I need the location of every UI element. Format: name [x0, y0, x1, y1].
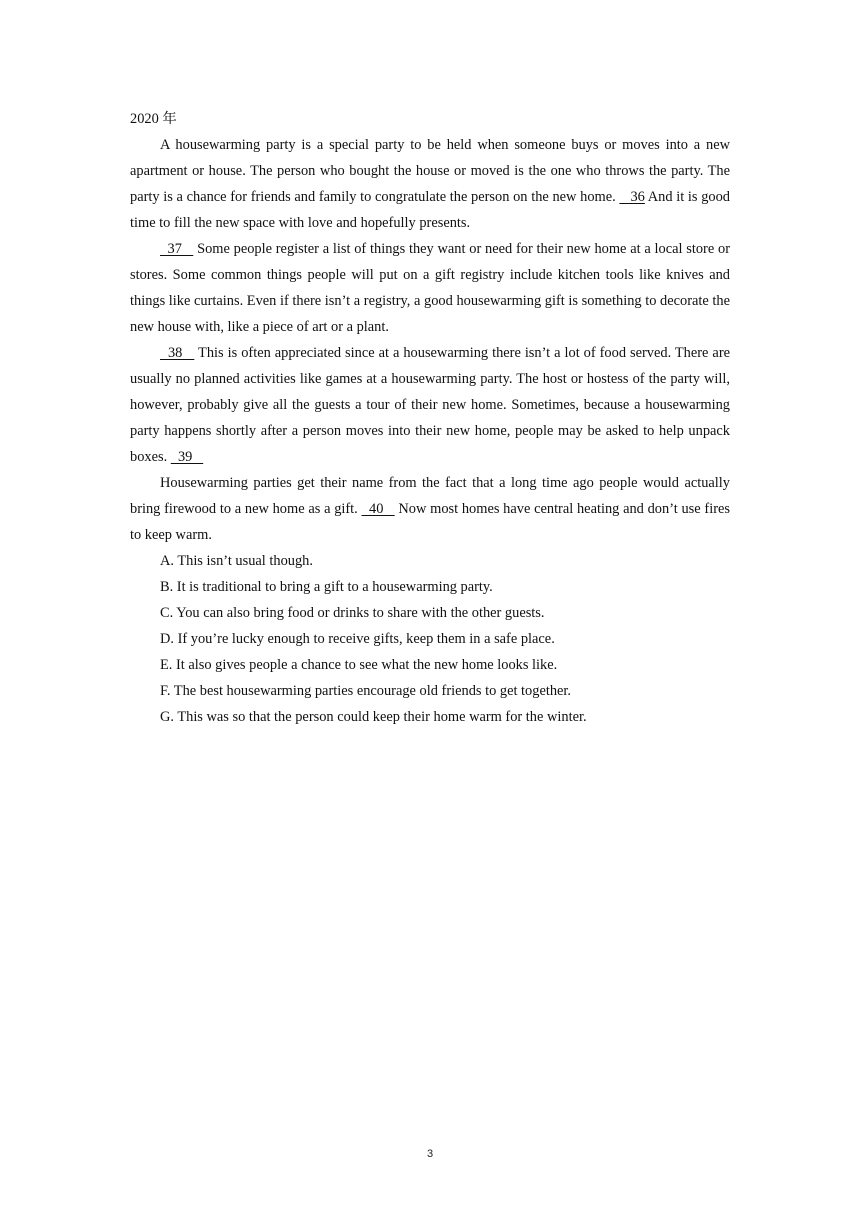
document-page: [130, 106, 730, 730]
blank-40: 40: [361, 501, 395, 517]
option-c: C. You can also bring food or drinks to share with the other guests.: [160, 605, 545, 621]
blank-38: 38: [160, 345, 195, 361]
option-b: B. It is traditional to bring a gift to a housewarming party.: [160, 579, 493, 595]
paragraph-1-text-after: And it is good time to fill the new space with love and hopefully presents.: [130, 189, 730, 231]
year-heading: 2020 年: [130, 111, 177, 127]
option-g: G. This was so that the person could keep their home warm for the winter.: [160, 709, 587, 725]
paragraph-3: [130, 340, 730, 470]
answer-options: [130, 548, 730, 730]
option-f: F. The best housewarming parties encourage old friends to get together.: [160, 683, 572, 699]
option-e: E. It also gives people a chance to see what the new home looks like.: [160, 657, 558, 673]
paragraph-3-text-after: This is often appreciated since at a housewarming there isn’t a lot of food served. There are usually no planned activities like games at a housewarming party. The host or hostess of the party will, however, probably give all the guests a tour of their new home. Sometimes, because a housewarming party happens shortly after a person moves into their new home, people may be asked to help unpack boxes.: [130, 345, 730, 465]
paragraph-4: [130, 470, 730, 548]
option-a: A. This isn’t usual though.: [160, 553, 313, 569]
paragraph-1-text-before: A housewarming party is a special party to be held when someone buys or moves into a new apartment or house. The person who bought the house or moved is the one who throws the party. The party is a chance for friends and family to congratulate the person on the new home.: [130, 137, 730, 205]
paragraph-1: [130, 132, 730, 236]
page-number: 3: [426, 1148, 434, 1160]
blank-37: 37: [160, 241, 194, 257]
paragraph-2: [130, 236, 730, 340]
paragraph-4-text-after: Now most homes have central heating and don’t use fires to keep warm.: [130, 501, 730, 543]
paragraph-4-text-before: Housewarming parties get their name from the fact that a long time ago people would actually bring firewood to a new home as a gift.: [130, 475, 730, 517]
blank-36: 36: [619, 189, 645, 205]
blank-39: 39: [170, 449, 204, 465]
option-d: D. If you’re lucky enough to receive gifts, keep them in a safe place.: [160, 631, 555, 647]
paragraph-2-text-after: Some people register a list of things they want or need for their new home at a local store or stores. Some common things people will put on a gift registry include kitchen tools like knives and things like curtains. Even if there isn’t a registry, a good housewarming gift is something to decorate the new house with, like a piece of art or a plant.: [130, 241, 731, 335]
